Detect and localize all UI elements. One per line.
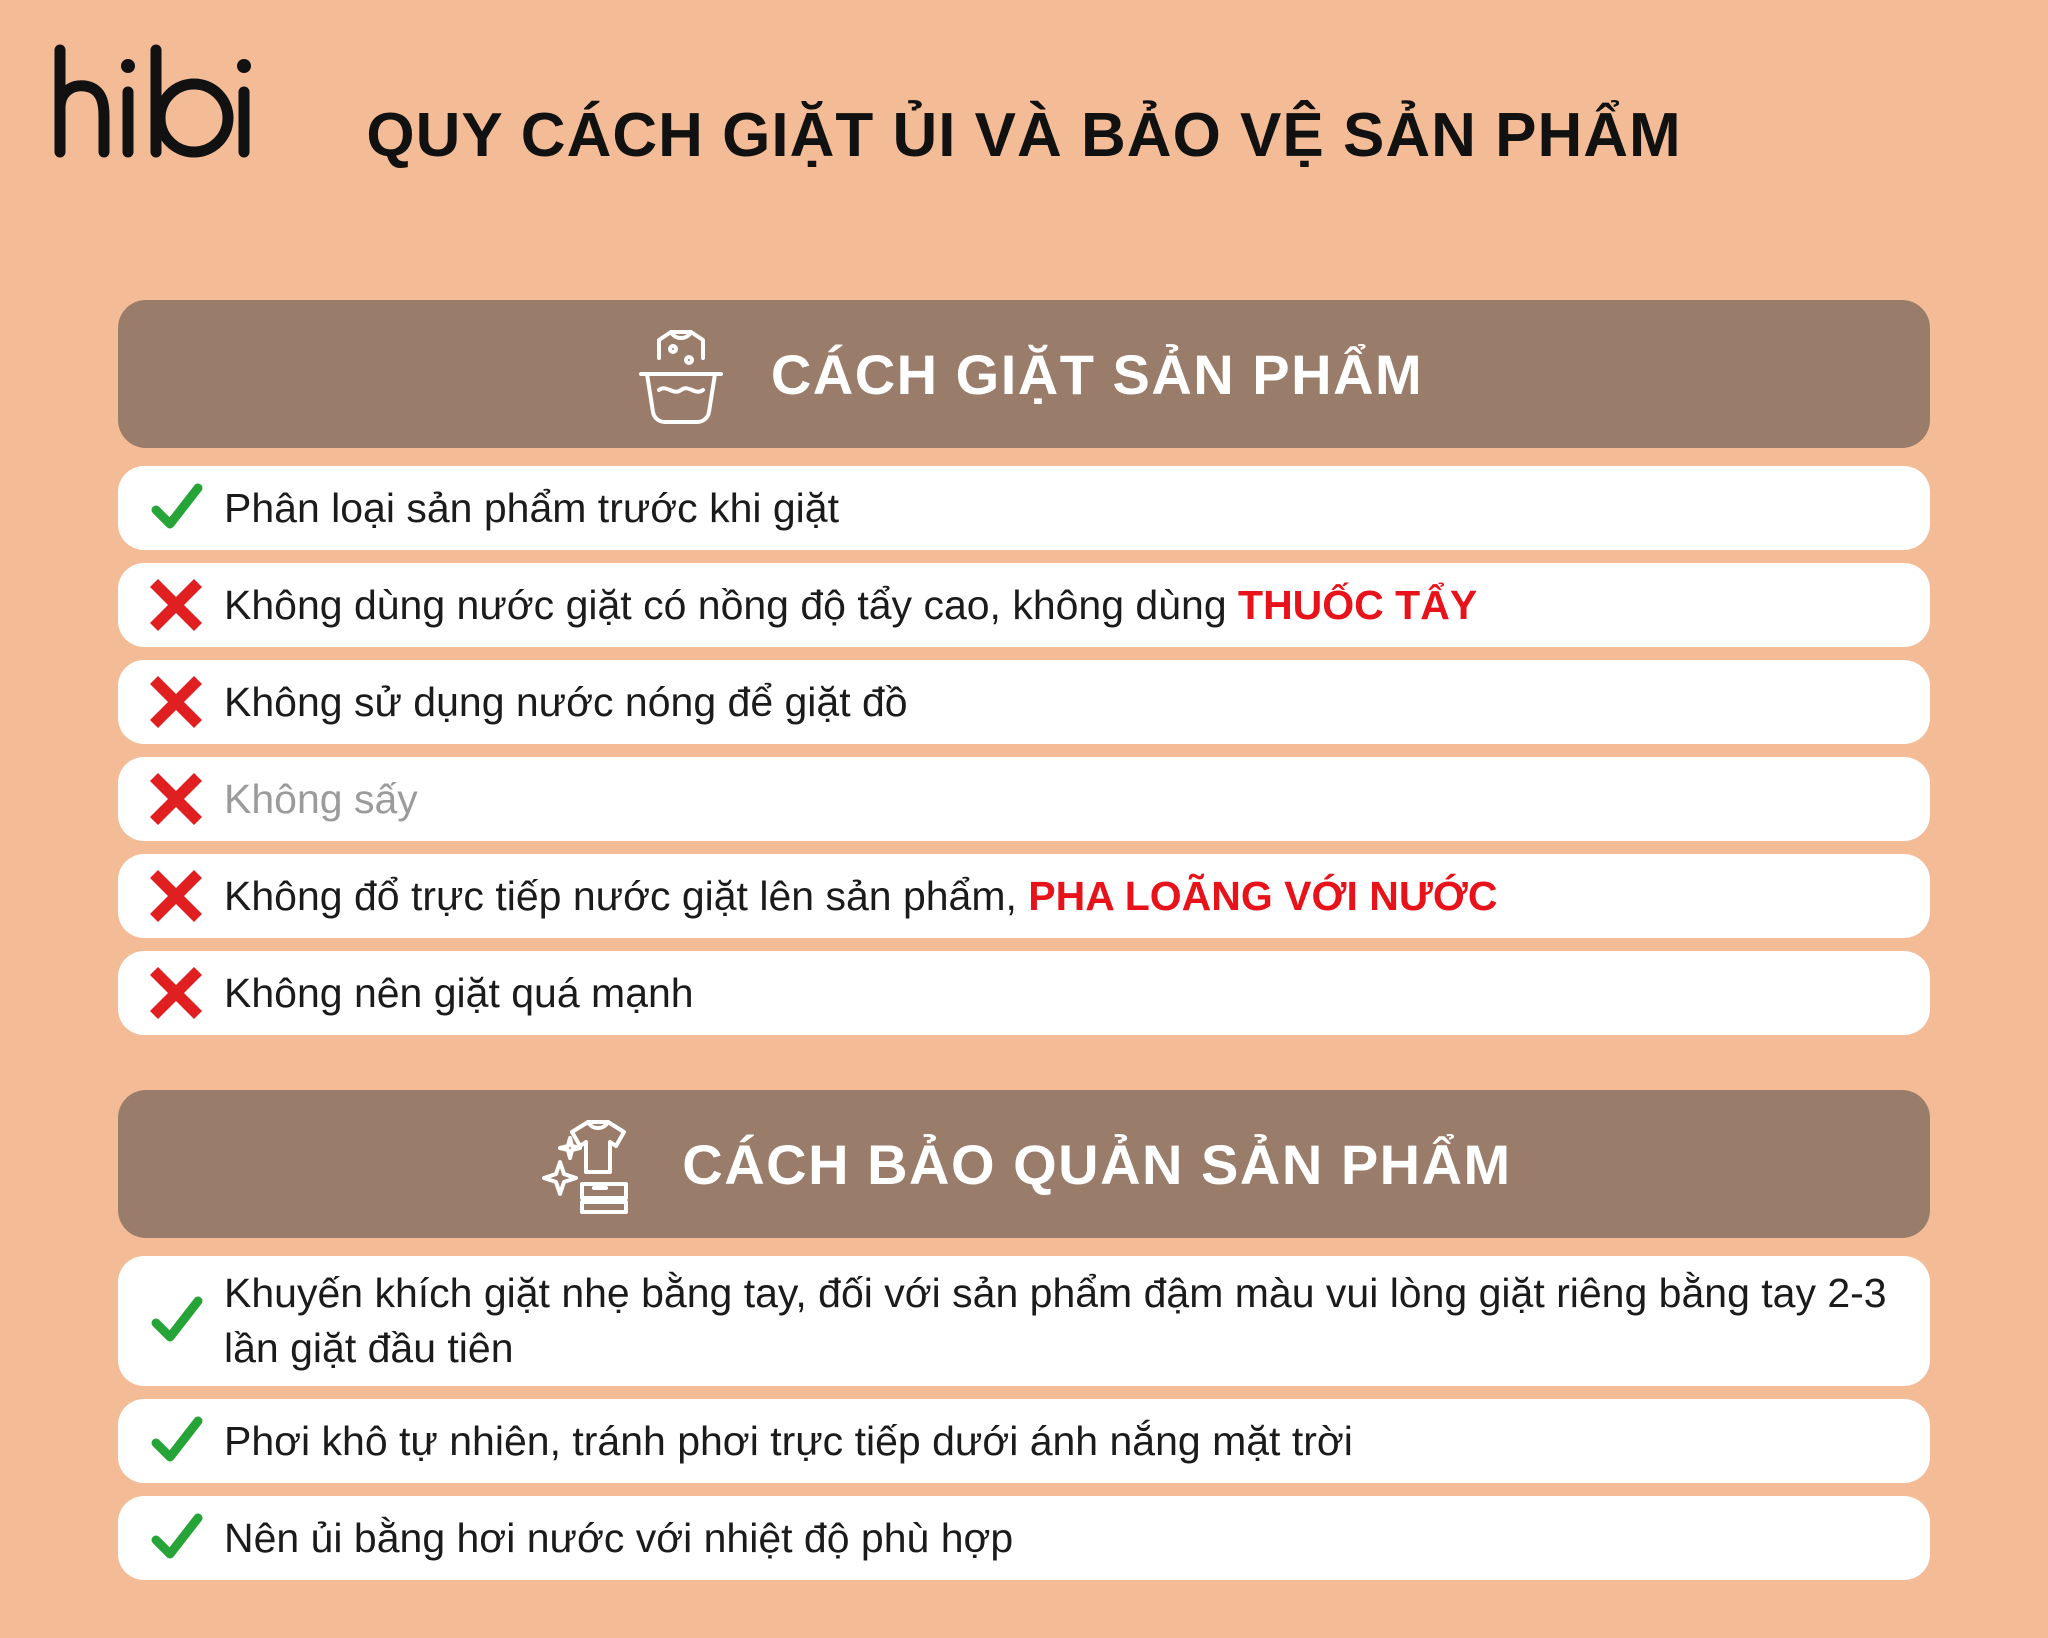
list-item-text: Không đổ trực tiếp nước giặt lên sản phẩm, PHA LOÃNG VỚI NƯỚC [224, 872, 1498, 919]
section-header-care [118, 1090, 1930, 1238]
list-item-text: Không dùng nước giặt có nồng độ tẩy cao, không dùng THUỐC TẨY [224, 581, 1478, 628]
list-item-text: Không sử dụng nước nóng để giặt đồ [224, 678, 908, 725]
folded-shirt-sparkle-icon [536, 1108, 648, 1220]
list-item-text: Không nên giặt quá mạnh [224, 969, 694, 1016]
section-care [118, 1090, 1930, 1580]
check-icon [146, 478, 206, 538]
list-item [118, 660, 1930, 744]
list-item-text: Phân loại sản phẩm trước khi giặt [224, 484, 839, 531]
check-icon [146, 1411, 206, 1471]
section-header-wash [118, 300, 1930, 448]
highlight-text: THUỐC TẨY [1238, 581, 1478, 628]
list-item [118, 854, 1930, 938]
cross-icon [146, 672, 206, 732]
check-icon [146, 1508, 206, 1568]
highlight-text: PHA LOÃNG VỚI NƯỚC [1028, 872, 1498, 919]
page-header [0, 0, 2048, 300]
list-item [118, 1496, 1930, 1580]
section-title-wash: CÁCH GIẶT SẢN PHẨM [770, 342, 1424, 406]
tshirt-in-basin-icon [625, 318, 737, 430]
cross-icon [146, 769, 206, 829]
list-item [118, 757, 1930, 841]
list-item-text: Khuyến khích giặt nhẹ bằng tay, đối với sản phẩm đậm màu vui lòng giặt riêng bằng tay 2-3 lần giặt đầu tiên [224, 1270, 1887, 1371]
section-wash [118, 300, 1930, 1035]
cross-icon [146, 866, 206, 926]
section-title-care: CÁCH BẢO QUẢN SẢN PHẨM [682, 1132, 1512, 1196]
cross-icon [146, 575, 206, 635]
rows-wash [118, 466, 1930, 1035]
list-item [118, 466, 1930, 550]
section-spacer [0, 1048, 2048, 1090]
list-item-text: Phơi khô tự nhiên, tránh phơi trực tiếp dưới ánh nắng mặt trời [224, 1417, 1353, 1464]
page-title: QUY CÁCH GIẶT ỦI VÀ BẢO VỆ SẢN PHẨM [366, 101, 1682, 170]
list-item [118, 563, 1930, 647]
list-item [118, 1256, 1930, 1386]
list-item [118, 951, 1930, 1035]
list-item-text: Nên ủi bằng hơi nước với nhiệt độ phù hợp [224, 1514, 1014, 1561]
list-item [118, 1399, 1930, 1483]
check-icon [146, 1291, 206, 1351]
list-item-text: Không sấy [224, 775, 418, 822]
cross-icon [146, 963, 206, 1023]
rows-care [118, 1256, 1930, 1580]
